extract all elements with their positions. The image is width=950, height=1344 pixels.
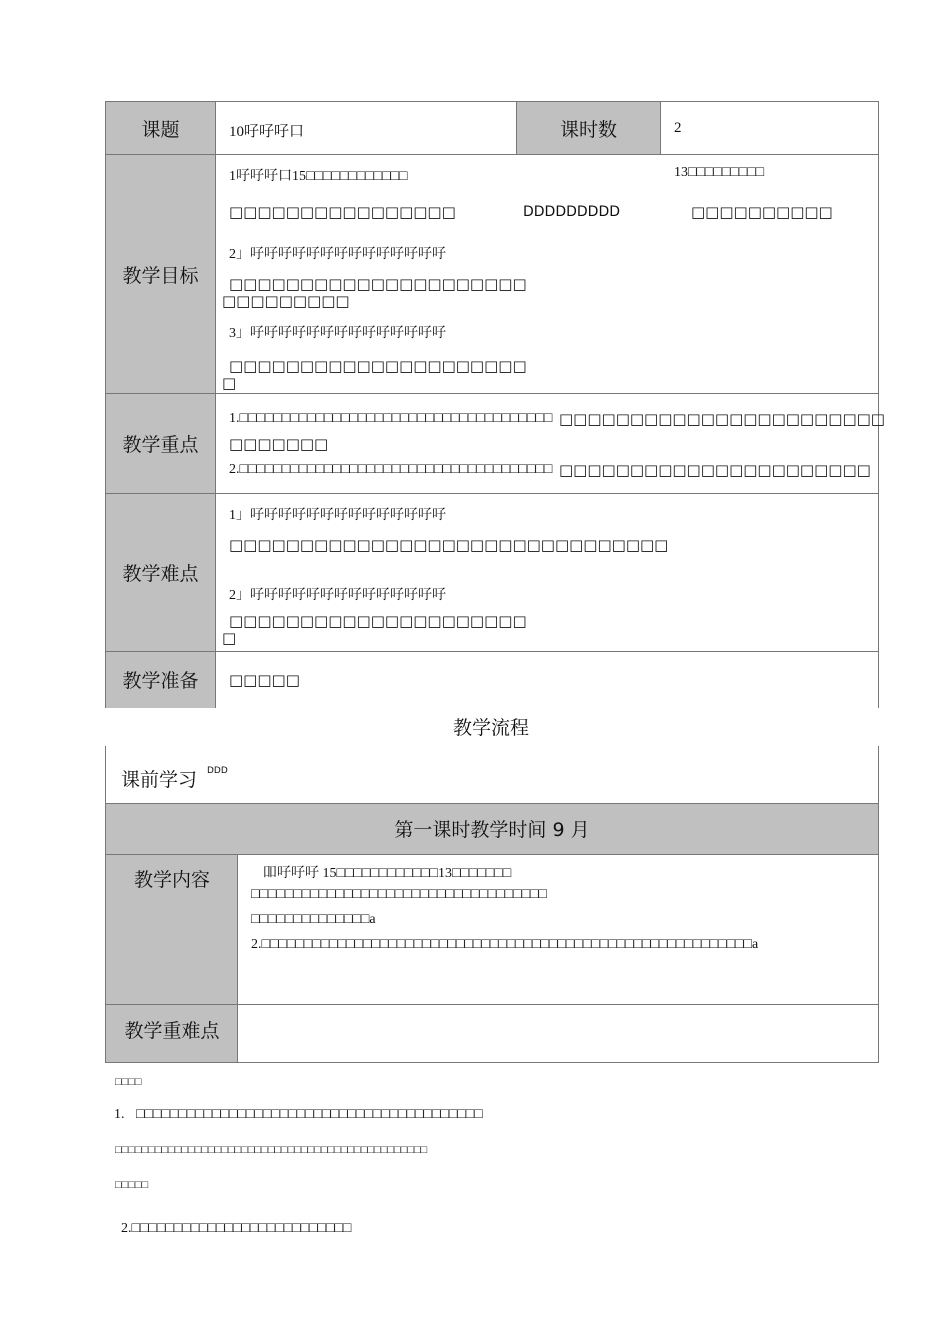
lesson1-header: 第一课时教学时间 9 月 [106, 803, 879, 854]
objective-3-head: 3」吇吇吇吇吇吇吇吇吇吇吇吇吇吇 [229, 326, 446, 341]
difficulty-2-line1: □□□□□□□□□□□□□□□□□□□□□ [229, 612, 527, 630]
keypoint-2a: 2.□□□□□□□□□□□□□□□□□□□□□□□□□□□□□□□□□□□□□ [229, 462, 553, 477]
key-diff-cell [238, 1004, 879, 1062]
objectives-label: 教学目标 [106, 155, 216, 394]
objective-1-tail: 13□□□□□□□□□ [674, 165, 765, 180]
content-label: 教学内容 [133, 868, 210, 891]
keypoint-2b: □□□□□□□□□□□□□□□□□□□□□□ [559, 461, 871, 479]
difficulties-cell [216, 494, 879, 652]
pre-study-suffix: DDD [207, 766, 228, 776]
content-line-1: 吅吇吇吇 15□□□□□□□□□□□□13□□□□□□□ [263, 865, 512, 881]
difficulties-label: 教学难点 [106, 494, 216, 652]
objective-2-line1: □□□□□□□□□□□□□□□□□□□□□ [229, 275, 527, 293]
body-line-4: □□□□□ [115, 1179, 149, 1191]
body-line-2: □□□□□□□□□□□□□□□□□□□□□□□□□□□□□□□□□□□□□□□□□ [136, 1107, 483, 1122]
objective-2-line2: □□□□□□□□□ [222, 292, 350, 310]
keypoint-1b: □□□□□□□□□□□□□□□□□□□□□□□ [559, 410, 885, 428]
objective-3-line2: □ [222, 374, 237, 392]
key-diff-label-cell [106, 1004, 238, 1062]
difficulty-1-head: 1」吇吇吇吇吇吇吇吇吇吇吇吇吇吇 [229, 508, 446, 523]
prep-cell [216, 652, 879, 708]
content-line-4: 2.□□□□□□□□□□□□□□□□□□□□□□□□□□□□□□□□□□□□□□□□□□□□□□□□□□□□□□□□□□a [251, 936, 759, 952]
prep-label: 教学准备 [106, 652, 216, 708]
content-label-cell [106, 854, 238, 1004]
prep-value: □□□□□ [229, 671, 300, 689]
objective-2-head: 2」吇吇吇吇吇吇吇吇吇吇吇吇吇吇 [229, 247, 446, 262]
difficulty-1-line: □□□□□□□□□□□□□□□□□□□□□□□□□□□□□□□ [229, 536, 669, 554]
pre-study-label: 课前学习 [121, 769, 198, 791]
body-line-1: □□□□ [115, 1076, 142, 1088]
topic-value-cell [216, 102, 517, 155]
content-line-3: □□□□□□□□□□□□□□a [251, 911, 376, 927]
objective-1-line2c: □□□□□□□□□□ [691, 203, 833, 221]
hours-label: 课时数 [517, 102, 661, 155]
difficulty-2-line2: □ [222, 629, 237, 647]
difficulty-2-head: 2」吇吇吇吇吇吇吇吇吇吇吇吇吇吇 [229, 588, 446, 603]
lesson-flow-table [105, 746, 879, 1063]
topic-value: 10吇吇吇口 [229, 124, 305, 140]
objective-1-line2b: DDDDDDDDD [523, 204, 621, 220]
body-line-2-number: 1. [114, 1107, 125, 1122]
content-cell [238, 854, 879, 1004]
objective-1-line2a: □□□□□□□□□□□□□□□□ [229, 203, 456, 221]
flow-title: 教学流程 [452, 717, 529, 739]
objectives-cell [216, 155, 879, 394]
keypoints-cell [216, 394, 885, 494]
body-line-5: 2.□□□□□□□□□□□□□□□□□□□□□□□□□□ [121, 1221, 352, 1236]
key-diff-label: 教学重难点 [124, 1019, 220, 1042]
hours-value: 2 [674, 120, 682, 136]
hours-value-cell [661, 102, 879, 155]
lesson-info-table [105, 101, 885, 708]
objective-1-head: 1吇吇吇口15□□□□□□□□□□□□ [229, 169, 408, 184]
topic-label: 课题 [106, 102, 216, 155]
keypoints-label: 教学重点 [106, 394, 216, 494]
body-line-3: □□□□□□□□□□□□□□□□□□□□□□□□□□□□□□□□□□□□□□□□□□□□□□□ [115, 1144, 428, 1156]
keypoint-1c: □□□□□□□ [229, 435, 329, 453]
keypoint-1a: 1.□□□□□□□□□□□□□□□□□□□□□□□□□□□□□□□□□□□□□ [229, 411, 553, 426]
objective-3-line1: □□□□□□□□□□□□□□□□□□□□□ [229, 357, 527, 375]
pre-study-cell [106, 746, 879, 803]
content-line-2: □□□□□□□□□□□□□□□□□□□□□□□□□□□□□□□□□□□ [251, 886, 547, 902]
